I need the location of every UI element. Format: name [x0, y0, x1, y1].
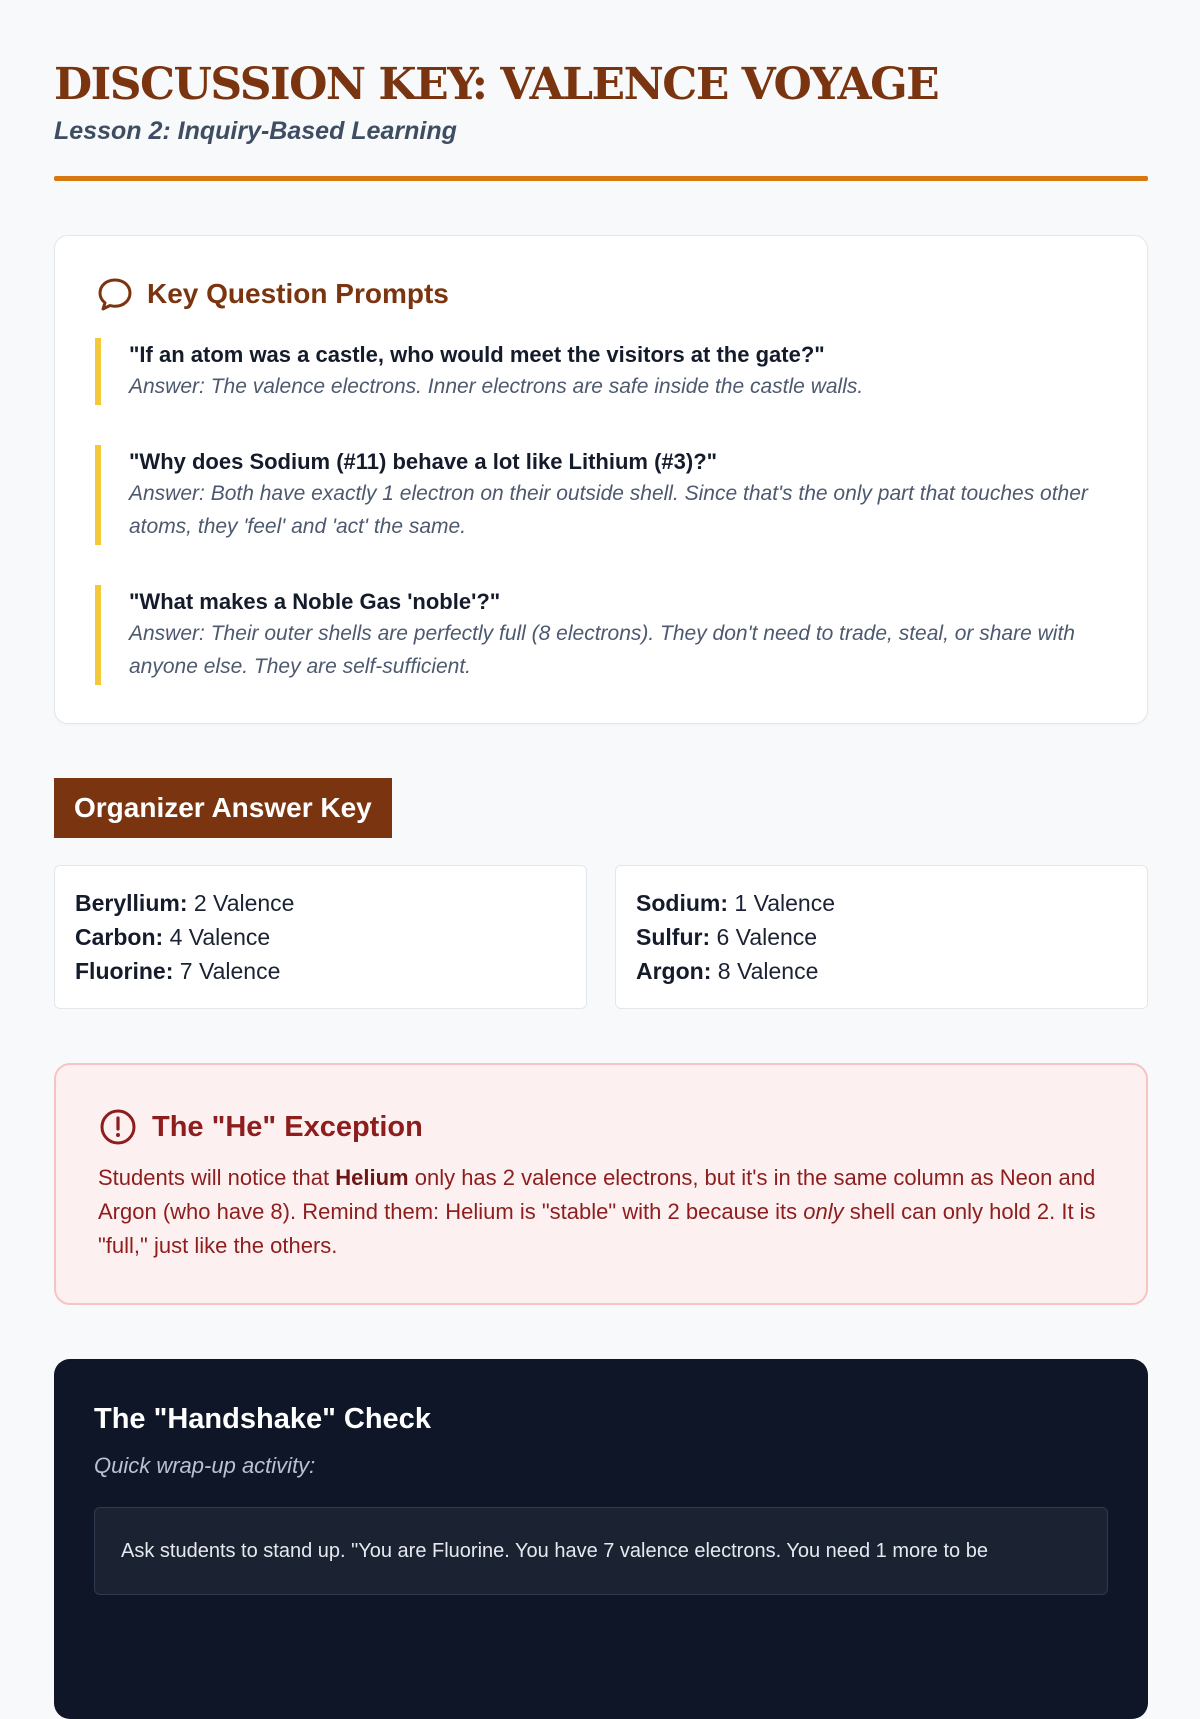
organizer-row [636, 954, 1127, 988]
exception-text: shell can only hold 2. It is "full," just like the others. [98, 1199, 1096, 1258]
alert-circle-icon [98, 1107, 138, 1147]
organizer-row [75, 954, 566, 988]
organizer-row [75, 920, 566, 954]
valence-value: 8 Valence [717, 958, 819, 984]
organizer-row [75, 886, 566, 920]
prompt-answer: Answer: Their outer shells are perfectly full (8 electrons). They don't need to trade, steal, or share with anyone else. They are self-sufficient. [129, 622, 1075, 678]
element-name: Fluorine: [75, 958, 174, 984]
organizer-row [636, 920, 1127, 954]
handshake-check-panel [54, 1359, 1148, 1719]
speech-bubble-icon [95, 274, 135, 314]
page-title: DISCUSSION KEY: VALENCE VOYAGE [54, 59, 939, 110]
exception-title: The "He" Exception [152, 1110, 423, 1143]
organizer-box-left [54, 865, 587, 1009]
prompt-question: "Why does Sodium (#11) behave a lot like Lithium (#3)?" [129, 449, 718, 474]
prompt-item [95, 445, 1107, 545]
exception-text: only has 2 valence electrons, but it's in the same column as Neon and Argon (who have 8). Remind them: Helium is "stable" with 2 because its [98, 1165, 1096, 1224]
element-name: Sodium: [636, 890, 728, 916]
organizer-box-right [615, 865, 1148, 1009]
prompt-question: "What makes a Noble Gas 'noble'?" [129, 589, 501, 614]
element-name: Sulfur: [636, 924, 711, 950]
prompt-question: "If an atom was a castle, who would meet the visitors at the gate?" [129, 342, 825, 367]
page-subtitle: Lesson 2: Inquiry-Based Learning [54, 117, 457, 145]
handshake-title: The "Handshake" Check [94, 1403, 431, 1435]
element-name: Beryllium: [75, 890, 188, 916]
valence-value: 1 Valence [734, 890, 835, 916]
prompt-item [95, 338, 1107, 405]
prompt-item [95, 585, 1107, 685]
exception-bold-text: Helium [335, 1165, 409, 1190]
prompt-answer: Answer: The valence electrons. Inner electrons are safe inside the castle walls. [129, 375, 864, 398]
prompts-card-header [95, 274, 1107, 314]
discussion-key-page [54, 0, 1148, 1719]
key-question-prompts-card [54, 235, 1148, 724]
exception-header [98, 1107, 1106, 1147]
valence-value: 4 Valence [169, 924, 271, 950]
handshake-subtitle: Quick wrap-up activity: [94, 1453, 316, 1478]
organizer-row [636, 886, 1127, 920]
exception-emphasis-text: only [803, 1199, 844, 1224]
exception-text: Students will notice that [98, 1165, 336, 1190]
element-name: Carbon: [75, 924, 164, 950]
organizer-grid [54, 865, 1148, 1009]
valence-value: 6 Valence [716, 924, 818, 950]
valence-value: 2 Valence [193, 890, 295, 916]
handshake-instructions: Ask students to stand up. "You are Fluorine. You have 7 valence electrons. You need 1 more to be [94, 1507, 1108, 1595]
helium-exception-callout [54, 1063, 1148, 1305]
organizer-section-title: Organizer Answer Key [54, 778, 392, 838]
prompts-card-title: Key Question Prompts [147, 278, 449, 309]
valence-value: 7 Valence [179, 958, 281, 984]
header-divider [54, 176, 1148, 181]
element-name: Argon: [636, 958, 712, 984]
prompt-answer: Answer: Both have exactly 1 electron on their outside shell. Since that's the only part that touches other atoms, they 'feel' and 'act' the same. [129, 482, 1088, 538]
exception-body [98, 1161, 1106, 1263]
